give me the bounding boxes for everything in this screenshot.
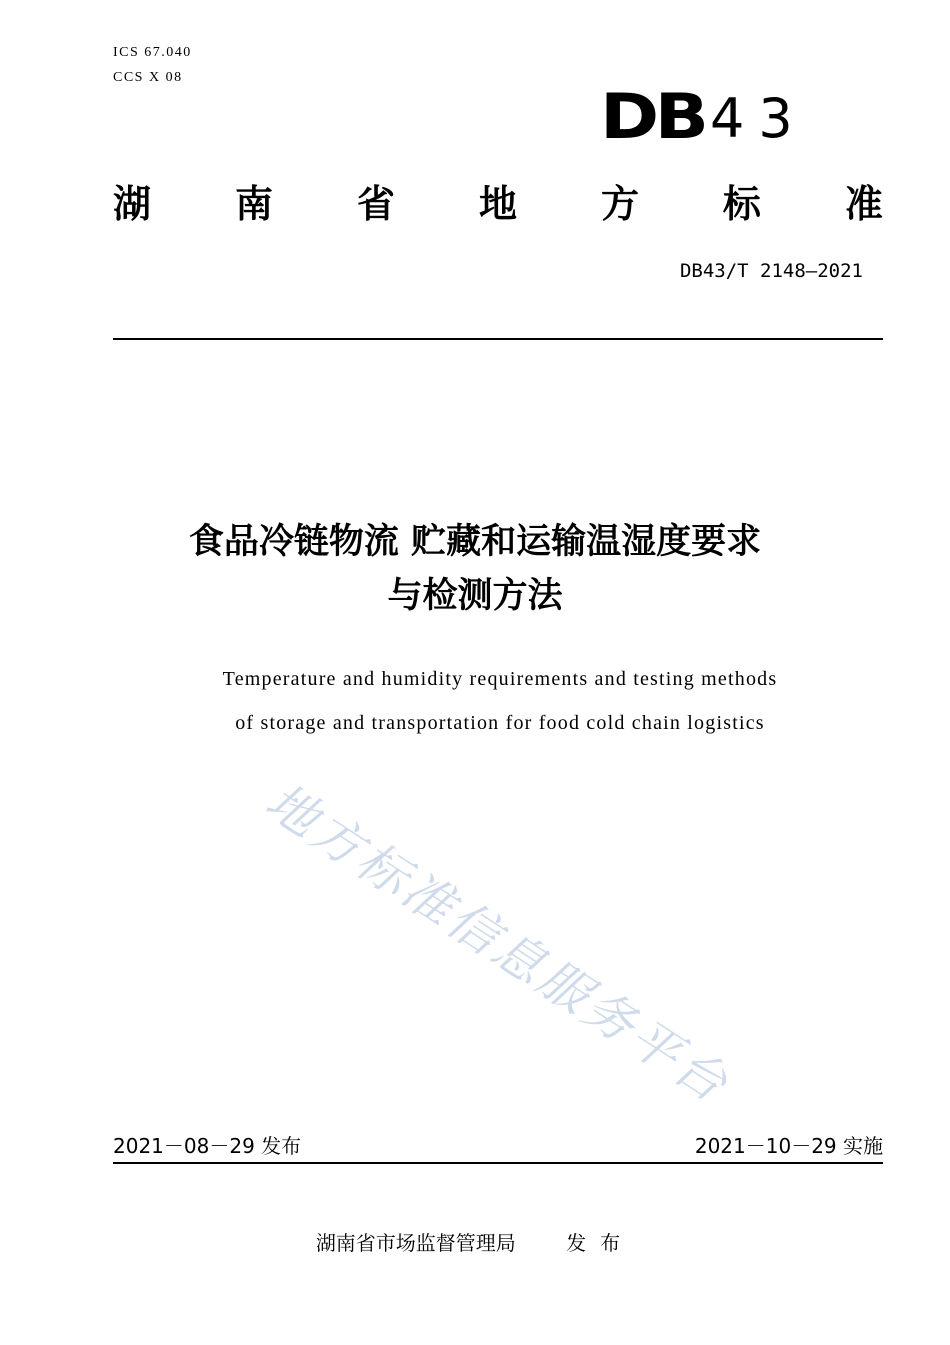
implementation-date: 2021－10－29 实施 [694, 1134, 883, 1158]
standard-type-char: 准 [844, 182, 883, 226]
db-standard-mark [600, 80, 807, 153]
watermark: 地方标准信息服务平台 [255, 771, 741, 1115]
top-divider [113, 338, 883, 340]
publisher-name: 湖南省市场监督管理局 [315, 1231, 516, 1255]
ics-code: ICS 67.040 [113, 45, 192, 60]
issue-date: 2021－08－29 发布 [113, 1134, 302, 1158]
standard-code: DB43/T 2148—2021 [679, 260, 863, 282]
standard-type-char: 省 [356, 182, 395, 226]
english-title-line-1: Temperature and humidity requirements and testing methods [222, 668, 778, 690]
chinese-title-line-1: 食品冷链物流 贮藏和运输温湿度要求 [188, 522, 762, 562]
db-logo: DB [600, 80, 705, 153]
standard-type-char: 南 [234, 182, 273, 226]
db-region-number: 43 [710, 87, 807, 150]
publisher-line [0, 1228, 950, 1258]
chinese-title [0, 515, 950, 623]
standard-type-char: 方 [600, 182, 639, 226]
ccs-code: CCS X 08 [113, 70, 183, 85]
chinese-title-line-2: 与检测方法 [387, 576, 563, 616]
standard-type-char: 地 [478, 182, 517, 226]
publisher-action: 发布 [566, 1231, 635, 1255]
bottom-divider [113, 1162, 883, 1164]
standard-type-char: 标 [722, 182, 761, 226]
english-title-line-2: of storage and transportation for food cold chain logistics [235, 712, 765, 734]
english-title [0, 657, 950, 745]
standard-type-char: 湖 [113, 182, 152, 226]
standard-type [113, 178, 883, 230]
